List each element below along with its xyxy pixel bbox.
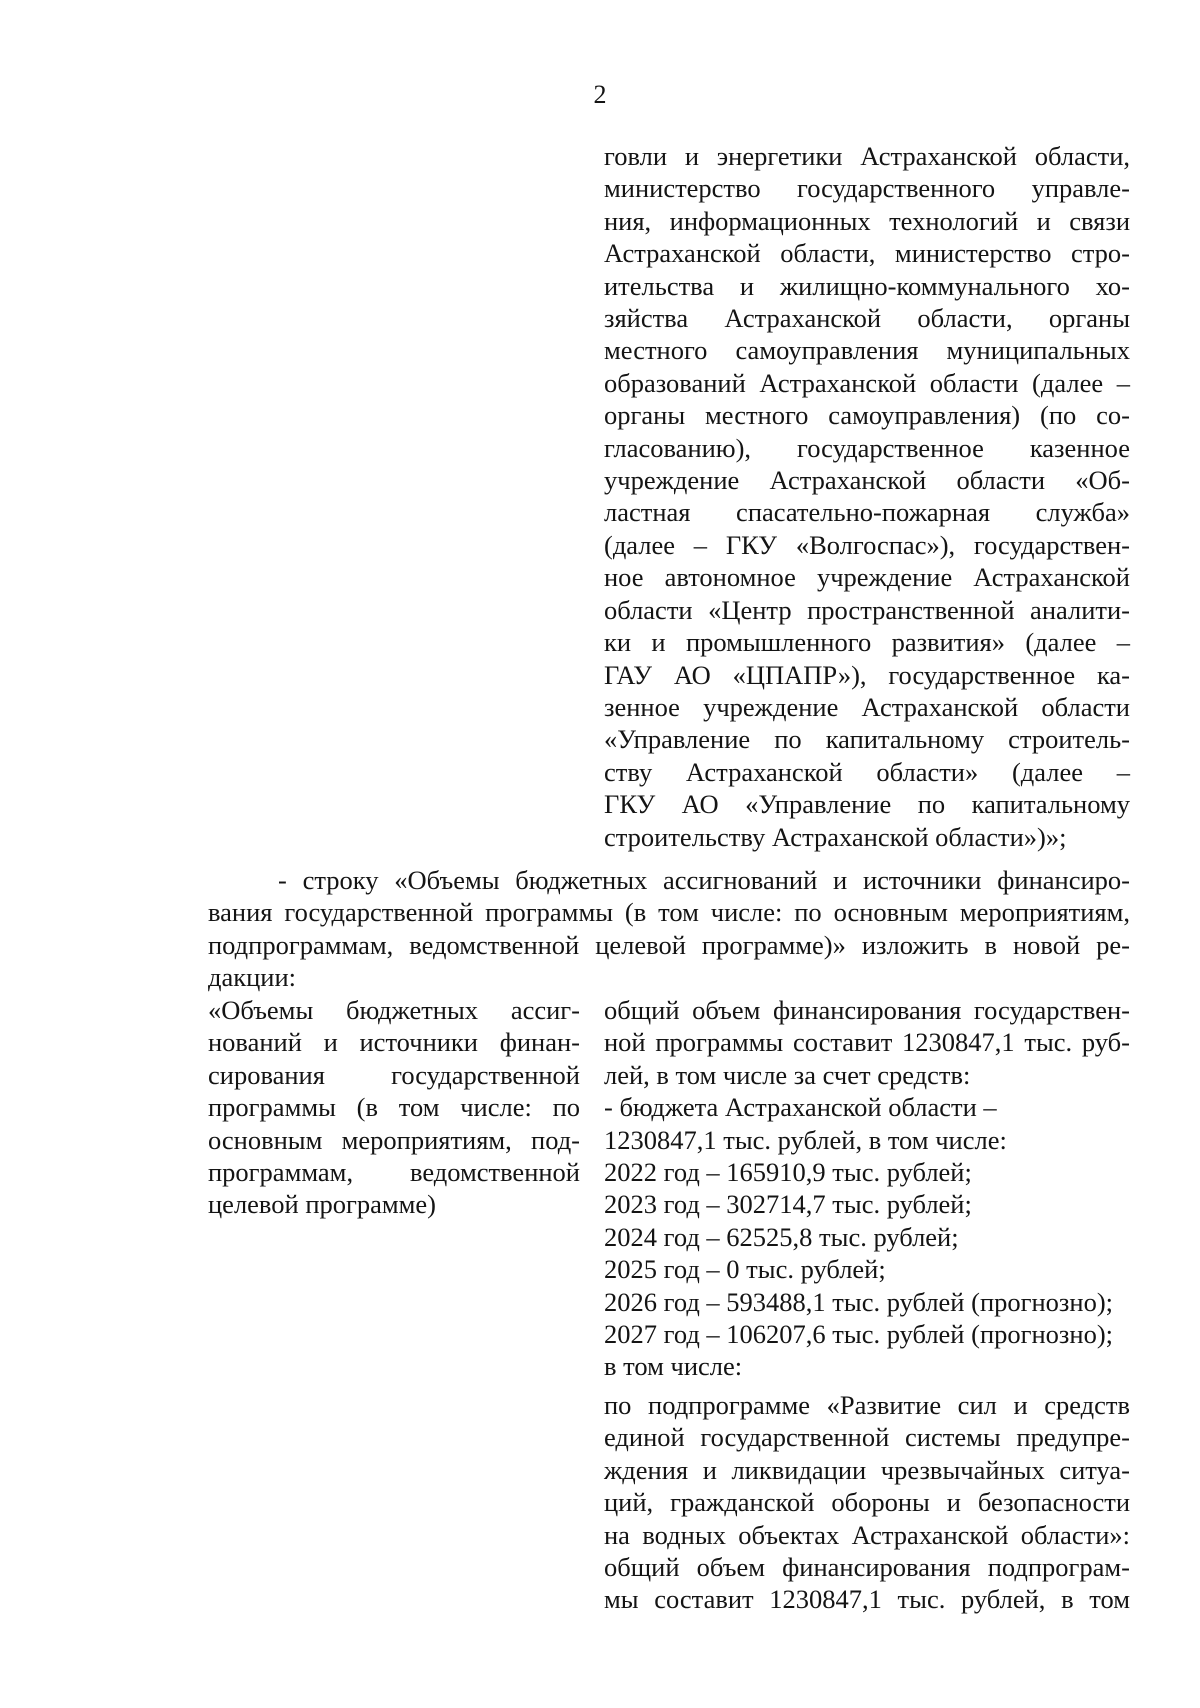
page-number: 2 xyxy=(593,80,607,109)
text-line: единой государственной системы предупре- xyxy=(604,1422,1130,1453)
text-line: основным мероприятиям, под- xyxy=(208,1124,580,1155)
text-line: - строку «Объемы бюджетных ассигнований и источники финансиро- xyxy=(278,865,1130,895)
text-line: программы (в том числе: по xyxy=(208,1092,580,1123)
text-line: 2027 год – 106207,6 тыс. рублей (прогнозно); xyxy=(604,1319,1114,1350)
text-line: зенное учреждение Астраханской области xyxy=(604,691,1130,722)
text-line: ластная спасательно-пожарная служба» xyxy=(604,497,1130,528)
instruction-paragraph xyxy=(208,864,1130,994)
passport-row-value xyxy=(604,994,1130,1616)
text-line: ству Астраханской области» (далее – xyxy=(604,756,1130,787)
text-line: 2025 год – 0 тыс. рублей; xyxy=(604,1254,886,1285)
text-line: 2022 год – 165910,9 тыс. рублей; xyxy=(604,1157,972,1188)
text-line: «Объемы бюджетных ассиг- xyxy=(208,995,580,1025)
text-line: строительству Астраханской области»)»; xyxy=(604,821,1067,852)
text-line: общий объем финансирования подпрограм- xyxy=(604,1551,1130,1582)
text-line: лей, в том числе за счет средств: xyxy=(604,1059,971,1090)
text-line: ния, информационных технологий и связи xyxy=(604,205,1130,236)
responsible-executors-text xyxy=(604,140,1130,853)
text-line: мы составит 1230847,1 тыс. рублей, в том xyxy=(604,1584,1130,1615)
text-line: ГКУ АО «Управление по капитальному xyxy=(604,789,1130,820)
text-line: (далее – ГКУ «Волгоспас»), государствен- xyxy=(604,529,1130,560)
text-line: Астраханской области, министерство стро- xyxy=(604,238,1130,269)
text-line: программам, ведомственной xyxy=(208,1157,580,1188)
text-line: зяйства Астраханской области, органы xyxy=(604,303,1130,334)
text-line: 2024 год – 62525,8 тыс. рублей; xyxy=(604,1221,959,1252)
text-line: 2026 год – 593488,1 тыс. рублей (прогнозно); xyxy=(604,1286,1114,1317)
text-line: ительства и жилищно-коммунального хо- xyxy=(604,270,1130,301)
text-line: на водных объектах Астраханской области»: xyxy=(604,1519,1130,1550)
text-line: 1230847,1 тыс. рублей, в том числе: xyxy=(604,1124,1007,1155)
text-line: - бюджета Астраханской области – xyxy=(604,1092,997,1123)
text-line: вания государственной программы (в том числе: по основным мероприятиям, xyxy=(208,897,1130,928)
text-line: учреждение Астраханской области «Об- xyxy=(604,465,1130,496)
text-line: нований и источники финан- xyxy=(208,1027,580,1058)
text-line: говли и энергетики Астраханской области, xyxy=(604,141,1130,171)
text-line: в том числе: xyxy=(604,1351,743,1382)
text-line: ГАУ АО «ЦПАПР»), государственное ка- xyxy=(604,659,1130,690)
text-line: общий объем финансирования государствен- xyxy=(604,995,1130,1025)
text-line: ки и промышленного развития» (далее – xyxy=(604,627,1130,658)
text-line: ждения и ликвидации чрезвычайных ситуа- xyxy=(604,1454,1130,1485)
text-line: органы местного самоуправления) (по со- xyxy=(604,400,1130,431)
text-line: «Управление по капитальному строитель- xyxy=(604,724,1130,755)
text-line: дакции: xyxy=(208,962,297,993)
text-line: 2023 год – 302714,7 тыс. рублей; xyxy=(604,1189,972,1220)
text-line: местного самоуправления муниципальных xyxy=(604,335,1130,366)
text-line: целевой программе) xyxy=(208,1189,437,1220)
text-line: министерство государственного управле- xyxy=(604,173,1130,204)
text-line: подпрограммам, ведомственной целевой программе)» изложить в новой ре- xyxy=(208,929,1130,960)
text-line: сирования государственной xyxy=(208,1059,580,1090)
text-line: ное автономное учреждение Астраханской xyxy=(604,562,1130,593)
text-line: образований Астраханской области (далее – xyxy=(604,367,1130,398)
text-line: области «Центр пространственной аналити- xyxy=(604,594,1130,625)
text-line: ной программы составит 1230847,1 тыс. руб- xyxy=(604,1027,1130,1058)
passport-row-label xyxy=(208,994,580,1221)
text-line: гласованию), государственное казенное xyxy=(604,432,1130,463)
text-line: ций, гражданской обороны и безопасности xyxy=(604,1487,1130,1518)
text-line: по подпрограмме «Развитие сил и средств xyxy=(604,1389,1130,1420)
